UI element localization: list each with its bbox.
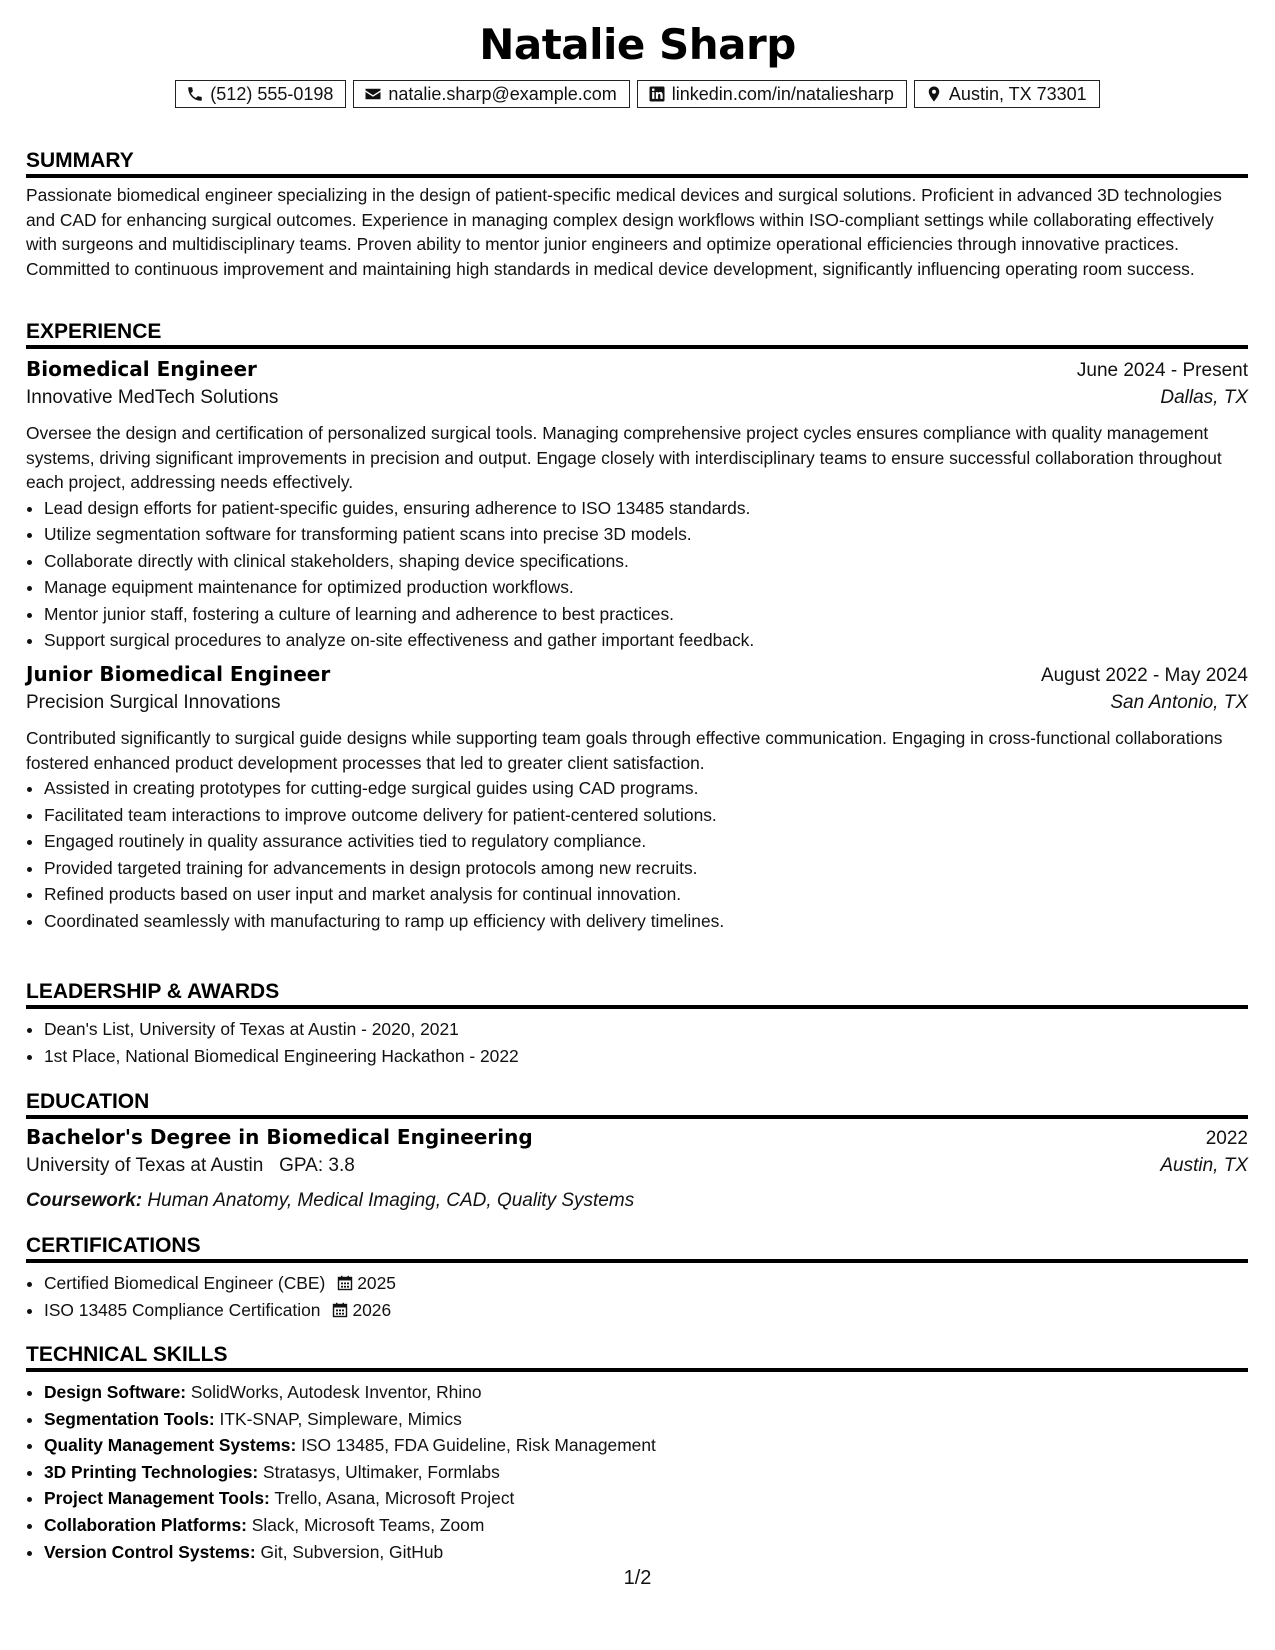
skill-value: Git, Subversion, GitHub [260,1541,444,1562]
cert-year: 2026 [352,1299,392,1320]
list-item [44,1379,1248,1406]
cert-name: Certified Biomedical Engineer (CBE) [44,1273,326,1293]
list-item [44,1432,1248,1459]
contact-bar [0,80,1275,108]
list-item [44,1297,1248,1324]
map-marker-icon [925,85,943,103]
skill-label: Version Control Systems: [44,1541,256,1562]
skill-label: Collaboration Platforms: [44,1514,247,1535]
job-title: Junior Biomedical Engineer [26,662,331,687]
envelope-icon [364,85,382,103]
cert-year: 2025 [357,1273,396,1293]
skill-value: ITK-SNAP, Simpleware, Mimics [219,1408,462,1429]
section-heading: CERTIFICATIONS [26,1232,1248,1263]
skill-value: SolidWorks, Autodesk Inventor, Rhino [190,1382,482,1402]
list-item: • Manage equipment maintenance for optimized production workflows. [44,574,1248,601]
section-heading: SUMMARY [26,147,1248,178]
awards-list [26,1016,1248,1069]
job-location: San Antonio, TX [1110,692,1248,714]
contact-location[interactable] [914,80,1100,108]
list-item: • Mentor junior staff, fostering a culture of learning and adherence to best practices. [44,601,1248,628]
degree-title: Bachelor's Degree in Biomedical Engineering [26,1125,533,1149]
list-item: • Lead design efforts for patient-specific guides, ensuring adherence to ISO 13485 standards. [44,495,1248,522]
list-item: • Facilitated team interactions to improve outcome delivery for patient-centered solutions. [44,802,1248,829]
skill-value: Stratasys, Ultimaker, Formlabs [263,1461,500,1482]
job-company: Precision Surgical Innovations [26,692,281,714]
summary-text: Passionate biomedical engineer specializing in the design of patient-specific medical devices and surgical solutions. Proficient in advanced 3D technologies and CAD for enhancing surgical outcomes. Experience in managing complex design workflows within ISO-compliant settings while collaborating effectively with surgeons and multidisciplinary teams. Proven ability to mentor junior engineers and optimize operational efficiencies through innovative practices. Committed to continuous improvement and maintaining high standards in medical device development, significantly influencing operating room success. [26,185,1222,279]
coursework-text: Human Anatomy, Medical Imaging, CAD, Quality Systems [147,1190,635,1211]
list-item: • Utilize segmentation software for transforming patient scans into precise 3D models. [44,521,1248,548]
summary-section [26,147,1248,281]
job-description: Oversee the design and certification of personalized surgical tools. Managing comprehensive project cycles ensures compliance with quality management systems, driving significant improvements in precision and output. Engage closely with interdisciplinary teams to ensure successful collaboration throughout each project, addressing needs effectively. [26,423,1222,492]
list-item: • Assisted in creating prototypes for cutting-edge surgical guides using CAD programs. [44,775,1248,802]
certifications-list [26,1270,1248,1323]
job-dates: June 2024 - Present [1076,360,1248,381]
list-item: • Refined products based on user input and market analysis for continual innovation. [44,881,1248,908]
skills-section [26,1341,1248,1565]
skill-label: Project Management Tools: [44,1488,270,1509]
email-text: natalie.sharp@example.com [388,83,617,104]
linkedin-icon [648,85,666,103]
section-heading: EDUCATION [26,1088,1248,1119]
list-item: • Support surgical procedures to analyze on-site effectiveness and gather important feedback. [44,627,1248,654]
certifications-section [26,1232,1248,1323]
contact-linkedin[interactable] [637,80,907,108]
list-item: • 1st Place, National Biomedical Engineering Hackathon - 2022 [44,1043,1248,1070]
skill-value: Slack, Microsoft Teams, Zoom [251,1514,485,1535]
phone-icon [186,85,204,103]
job-bullets [26,495,1248,655]
linkedin-text: linkedin.com/in/nataliesharp [671,83,894,104]
list-item [44,1539,1248,1566]
contact-phone[interactable] [175,80,346,108]
skill-label: Quality Management Systems: [44,1435,297,1456]
job-title: Biomedical Engineer [26,357,257,381]
list-item: • Engaged routinely in quality assurance activities tied to regulatory compliance. [44,828,1248,855]
job-description: Contributed significantly to surgical guide designs while supporting team goals through effective communication. Engaging in cross-functional collaborations fostered enhanced product development processes that led to greater client satisfaction. [26,728,1223,773]
skill-value: Trello, Asana, Microsoft Project [274,1488,515,1509]
location-text: Austin, TX 73301 [948,83,1087,104]
section-heading: EXPERIENCE [26,318,1248,349]
graduation-year: 2022 [1205,1128,1248,1149]
coursework-label: Coursework: [26,1190,143,1211]
leadership-section [26,978,1248,1069]
school-location: Austin, TX [1160,1155,1248,1176]
phone-text: (512) 555-0198 [210,83,334,104]
job-entry [26,662,1248,935]
section-heading: LEADERSHIP & AWARDS [26,978,1248,1009]
skill-value: ISO 13485, FDA Guideline, Risk Management [301,1435,656,1456]
calendar-icon [337,1272,353,1288]
list-item: • Dean's List, University of Texas at Austin - 2020, 2021 [44,1016,1248,1043]
list-item [44,1406,1248,1433]
gpa: GPA: 3.8 [279,1155,355,1176]
list-item [44,1270,1248,1297]
contact-email[interactable] [353,80,629,108]
page-number: 1/2 [623,1567,652,1589]
list-item: • Coordinated seamlessly with manufacturing to ramp up efficiency with delivery timelines. [44,908,1248,935]
skill-label: Design Software: [44,1382,187,1402]
skills-list [26,1379,1248,1565]
job-entry [26,357,1248,654]
school-name: University of Texas at Austin [26,1155,264,1176]
coursework-line [26,1186,1248,1216]
skill-label: 3D Printing Technologies: [44,1461,259,1482]
job-company: Innovative MedTech Solutions [26,387,279,408]
candidate-name: Natalie Sharp [479,20,796,69]
calendar-icon [332,1299,348,1315]
job-dates: August 2022 - May 2024 [1040,665,1248,687]
list-item [44,1459,1248,1486]
list-item [44,1512,1248,1539]
job-location: Dallas, TX [1160,387,1248,408]
list-item [44,1485,1248,1512]
list-item: • Collaborate directly with clinical stakeholders, shaping device specifications. [44,548,1248,575]
job-bullets [26,775,1248,935]
cert-name: ISO 13485 Compliance Certification [44,1299,321,1320]
list-item: • Provided targeted training for advancements in design protocols among new recruits. [44,855,1248,882]
section-heading: TECHNICAL SKILLS [26,1341,1248,1372]
experience-section [26,318,1248,935]
education-section [26,1088,1248,1216]
skill-label: Segmentation Tools: [44,1408,215,1429]
